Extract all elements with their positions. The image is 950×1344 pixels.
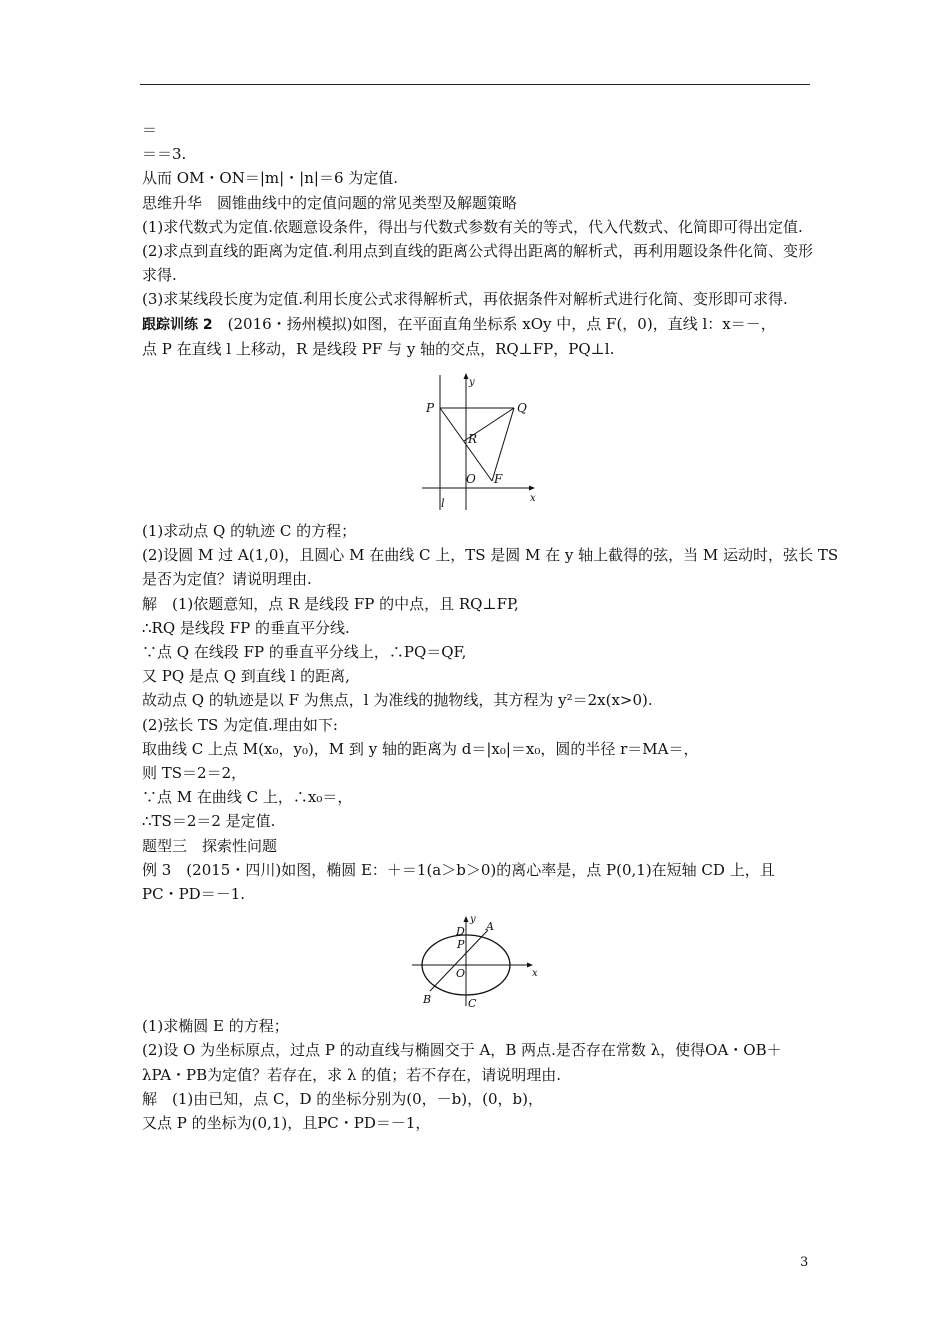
practice-line-2: 点 P 在直线 l 上移动，R 是线段 PF 与 y 轴的交点，RQ⊥FP，PQ⊥l. xyxy=(142,339,615,358)
text-paragraph: (3)求某线段长度为定值.利用长度公式求得解析式，再依据条件对解析式进行化简、变形即可求得. xyxy=(142,290,788,309)
parabola-figure xyxy=(414,365,544,513)
segment-QF xyxy=(492,408,514,481)
y-axis-arrow xyxy=(464,373,469,379)
text-line: ∵点 Q 在线段 FP 的垂直平分线上，∴PQ＝QF, xyxy=(142,643,467,662)
label-P: P xyxy=(426,401,435,416)
x-axis-arrow xyxy=(529,486,535,491)
section-heading: 思维升华 圆锥曲线中的定值问题的常见类型及解题策略 xyxy=(142,193,518,212)
text-line: ∵点 M 在曲线 C 上，∴x₀＝， xyxy=(142,788,353,807)
text-paragraph: (1)求代数式为定值.依题意设条件，得出与代数式参数有关的等式，代入代数式、化简即可得出定值. xyxy=(142,217,803,236)
label-B: B xyxy=(423,993,432,1007)
practice-line xyxy=(142,312,814,337)
label-x: x xyxy=(530,493,536,505)
text-paragraph: (2)求点到直线的距离为定值.利用点到直线的距离公式得出距离的解析式，再利用题设条件化简、变形求得. xyxy=(142,242,814,285)
ellipse-figure-svg xyxy=(404,910,552,1008)
label-y: y xyxy=(469,377,475,389)
label-D: D xyxy=(456,925,465,939)
text-line: 解 (1)由已知，点 C，D 的坐标分别为(0，－b)，(0，b)， xyxy=(142,1089,543,1108)
x-axis-arrow xyxy=(527,963,533,968)
label-P: P xyxy=(457,938,465,952)
text-line: λPA・PB为定值？若存在，求 λ 的值；若不存在，请说明理由. xyxy=(142,1065,561,1084)
text-line: 取曲线 C 上点 M(x₀，y₀)，M 到 y 轴的距离为 d＝|x₀|＝x₀，圆的半径 r＝MA＝， xyxy=(142,739,699,758)
label-y: y xyxy=(470,914,476,926)
label-F: F xyxy=(494,472,503,487)
text-line: 是否为定值？请说明理由. xyxy=(142,570,312,589)
text-line: (2)设圆 M 过 A(1,0)，且圆心 M 在曲线 C 上，TS 是圆 M 在 y 轴上截得的弦，当 M 运动时，弦长 TS xyxy=(142,546,839,565)
label-A: A xyxy=(486,920,494,934)
text-line: 解 (1)依题意知，点 R 是线段 FP 的中点，且 RQ⊥FP, xyxy=(142,594,519,613)
label-O: O xyxy=(466,472,476,487)
label-R: R xyxy=(468,432,478,447)
text-line: 又 PQ 是点 Q 到直线 l 的距离, xyxy=(142,667,350,686)
text-line: PC・PD＝－1. xyxy=(142,885,246,904)
text-line: 从而 OM・ON＝|m|・|n|＝6 为定值. xyxy=(142,169,399,188)
text-line: ∴TS＝2＝2 是定值. xyxy=(142,812,276,831)
ellipse-figure xyxy=(404,910,552,1008)
label-Q: Q xyxy=(517,401,527,416)
text-line: 故动点 Q 的轨迹是以 F 为焦点，l 为准线的抛物线，其方程为 y²＝2x(x>0). xyxy=(142,691,653,710)
text-line: ＝＝3. xyxy=(142,145,187,164)
label-l: l xyxy=(441,497,445,511)
label-O: O xyxy=(456,967,466,981)
parabola-figure-svg xyxy=(414,365,544,513)
page-number: 3 xyxy=(800,1255,809,1270)
text-line: (1)求椭圆 E 的方程； xyxy=(142,1017,289,1036)
y-axis-arrow xyxy=(464,916,469,922)
text-line: 又点 P 的坐标为(0,1)，且PC・PD＝－1， xyxy=(142,1114,431,1133)
section-heading: 题型三 探索性问题 xyxy=(142,836,278,855)
label-x: x xyxy=(532,968,538,980)
text-line: (2)弦长 TS 为定值.理由如下: xyxy=(142,715,338,734)
text-line: 例 3 (2015・四川)如图，椭圆 E：＋＝1(a＞b＞0)的离心率是，点 P(0,1)在短轴 CD 上，且 xyxy=(142,860,775,879)
text-line: (2)设 O 为坐标原点，过点 P 的动直线与椭圆交于 A，B 两点.是否存在常数 λ，使得OA・OB＋ xyxy=(142,1041,782,1060)
text-line: ∴RQ 是线段 FP 的垂直平分线. xyxy=(142,618,350,637)
text-line: (1)求动点 Q 的轨迹 C 的方程； xyxy=(142,522,357,541)
header-rule xyxy=(140,84,810,85)
label-C: C xyxy=(468,997,477,1009)
text-line: ＝ xyxy=(142,121,158,139)
text-line: 则 TS＝2＝2， xyxy=(142,764,247,783)
practice-text: (2016・扬州模拟)如图，在平面直角坐标系 xOy 中，点 F(，0)，直线 l：x＝－， xyxy=(212,314,776,333)
page-content xyxy=(142,118,839,1135)
practice-label: 跟踪训练 2 xyxy=(142,316,213,333)
